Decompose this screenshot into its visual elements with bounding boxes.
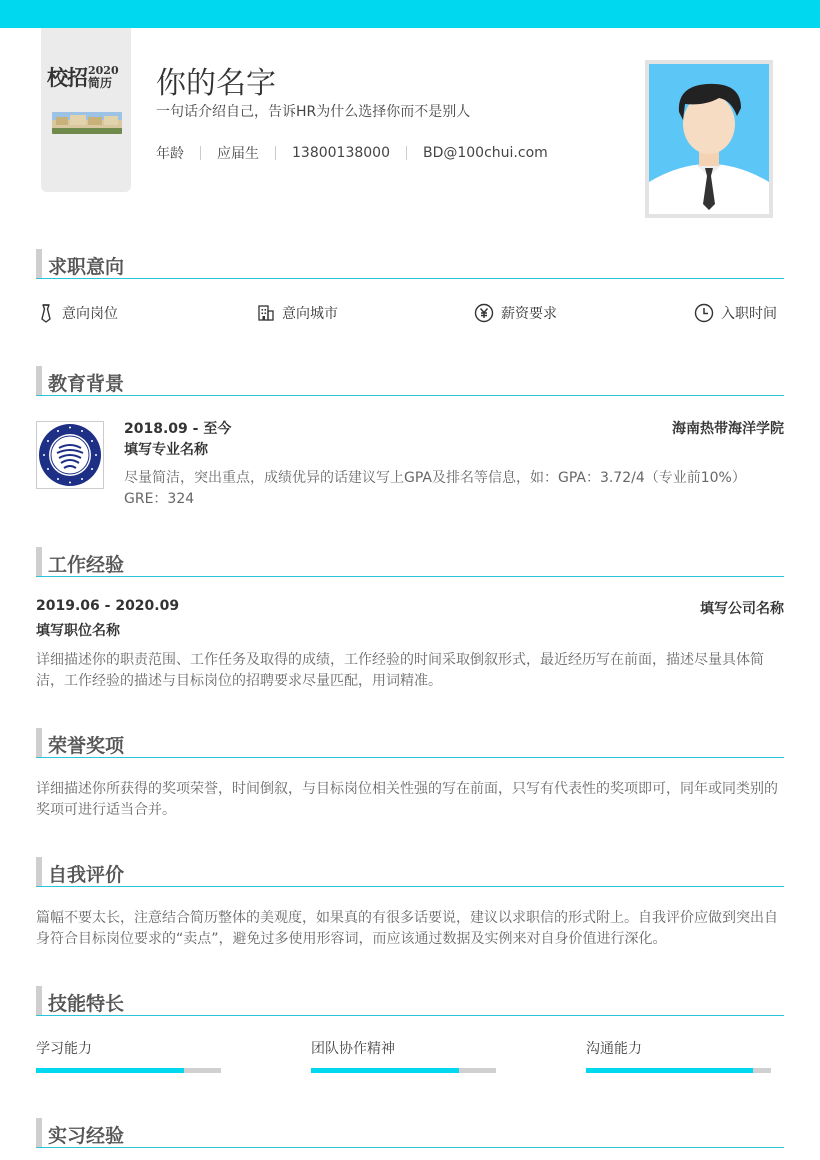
section-bar bbox=[36, 986, 42, 1015]
info-divider bbox=[275, 146, 276, 160]
education-date: 2018.09 - 至今 bbox=[124, 421, 232, 437]
profile-photo bbox=[645, 60, 773, 218]
work-description: 详细描述你的职责范围、工作任务及取得的成绩，工作经验的时间采取倒叙形式，最近经历写在前面，描述尽量具体简洁，工作经验的描述与目标岗位的招聘要求尽量匹配，用词精准。 bbox=[36, 652, 764, 689]
section-title-work bbox=[36, 547, 784, 577]
section-title-text: 求职意向 bbox=[48, 256, 125, 278]
skill-track bbox=[586, 1068, 771, 1073]
intent-position bbox=[37, 303, 118, 323]
work-company: 填写公司名称 bbox=[700, 601, 784, 617]
section-title-internship bbox=[36, 1118, 784, 1148]
skill-track bbox=[311, 1068, 496, 1073]
intent-start-date bbox=[694, 303, 777, 323]
education-school: 海南热带海洋学院 bbox=[672, 421, 784, 437]
work-position: 填写职位名称 bbox=[36, 623, 120, 639]
skill-label: 沟通能力 bbox=[586, 1041, 642, 1057]
brand-box bbox=[41, 28, 131, 192]
section-bar bbox=[36, 857, 42, 886]
intent-salary bbox=[474, 303, 557, 323]
info-divider bbox=[200, 146, 201, 160]
skill-label: 团队协作精神 bbox=[311, 1041, 395, 1057]
info-divider bbox=[406, 146, 407, 160]
brand-sub: 简历 bbox=[88, 76, 113, 90]
honors-description: 详细描述你所获得的奖项荣誉，时间倒叙，与目标岗位相关性强的写在前面，只写有代表性的奖项即可，同年或同类别的奖项可进行适当合并。 bbox=[36, 781, 778, 818]
intent-label: 薪资要求 bbox=[501, 306, 557, 322]
intent-city bbox=[257, 303, 338, 323]
brand-year: 2020 bbox=[88, 64, 119, 77]
brand-side bbox=[88, 64, 119, 90]
skill-label: 学习能力 bbox=[36, 1041, 92, 1057]
section-bar bbox=[36, 366, 42, 395]
intent-label: 意向岗位 bbox=[62, 306, 118, 322]
skill-level-bar bbox=[311, 1068, 459, 1073]
skill-item bbox=[311, 1038, 496, 1058]
skill-item bbox=[36, 1038, 221, 1058]
info-email: BD@100chui.com bbox=[422, 145, 548, 161]
tie-icon bbox=[37, 303, 55, 323]
section-bar bbox=[36, 728, 42, 757]
section-bar bbox=[36, 547, 42, 576]
skill-track bbox=[36, 1068, 221, 1073]
university-logo bbox=[36, 421, 104, 489]
section-title-honors bbox=[36, 728, 784, 758]
section-title-self-eval bbox=[36, 857, 784, 887]
candidate-name: 你的名字 bbox=[156, 66, 276, 101]
building-icon bbox=[257, 304, 275, 322]
candidate-tagline: 一句话介绍自己，告诉HR为什么选择你而不是别人 bbox=[156, 104, 471, 120]
education-major: 填写专业名称 bbox=[124, 442, 208, 458]
info-row bbox=[156, 143, 548, 163]
work-date: 2019.06 - 2020.09 bbox=[36, 598, 180, 614]
intent-label: 意向城市 bbox=[282, 306, 338, 322]
section-title-text: 自我评价 bbox=[48, 864, 125, 886]
brand-logo bbox=[47, 62, 127, 92]
section-title-education bbox=[36, 366, 784, 396]
top-accent-bar bbox=[0, 0, 820, 28]
section-title-intent bbox=[36, 249, 784, 279]
intent-label: 入职时间 bbox=[721, 306, 777, 322]
section-title-text: 实习经验 bbox=[48, 1125, 125, 1147]
section-title-text: 工作经验 bbox=[48, 554, 125, 576]
info-age: 年龄 bbox=[156, 146, 184, 162]
skill-item bbox=[586, 1038, 771, 1058]
section-title-text: 荣誉奖项 bbox=[48, 735, 125, 757]
info-phone: 13800138000 bbox=[292, 145, 390, 161]
clock-icon bbox=[694, 303, 714, 323]
section-title-text: 技能特长 bbox=[48, 993, 125, 1015]
campus-image bbox=[52, 112, 122, 134]
skill-level-bar bbox=[36, 1068, 184, 1073]
section-title-skills bbox=[36, 986, 784, 1016]
self-eval-description: 篇幅不要太长，注意结合简历整体的美观度，如果真的有很多话要说，建议以求职信的形式附上。自我评价应做到突出自身符合目标岗位要求的“卖点”，避免过多使用形容词，而应该通过数据及实例来对自身价值进行深化。 bbox=[36, 910, 778, 947]
brand-main-text: 校招 bbox=[47, 65, 87, 90]
section-bar bbox=[36, 1118, 42, 1147]
info-status: 应届生 bbox=[217, 146, 259, 162]
section-bar bbox=[36, 249, 42, 278]
yen-icon bbox=[474, 303, 494, 323]
skill-level-bar bbox=[586, 1068, 753, 1073]
education-description: 尽量简洁，突出重点，成绩优异的话建议写上GPA及排名等信息，如：GPA：3.72/4（专业前10%） GRE：324 bbox=[124, 470, 746, 507]
section-title-text: 教育背景 bbox=[48, 373, 125, 395]
